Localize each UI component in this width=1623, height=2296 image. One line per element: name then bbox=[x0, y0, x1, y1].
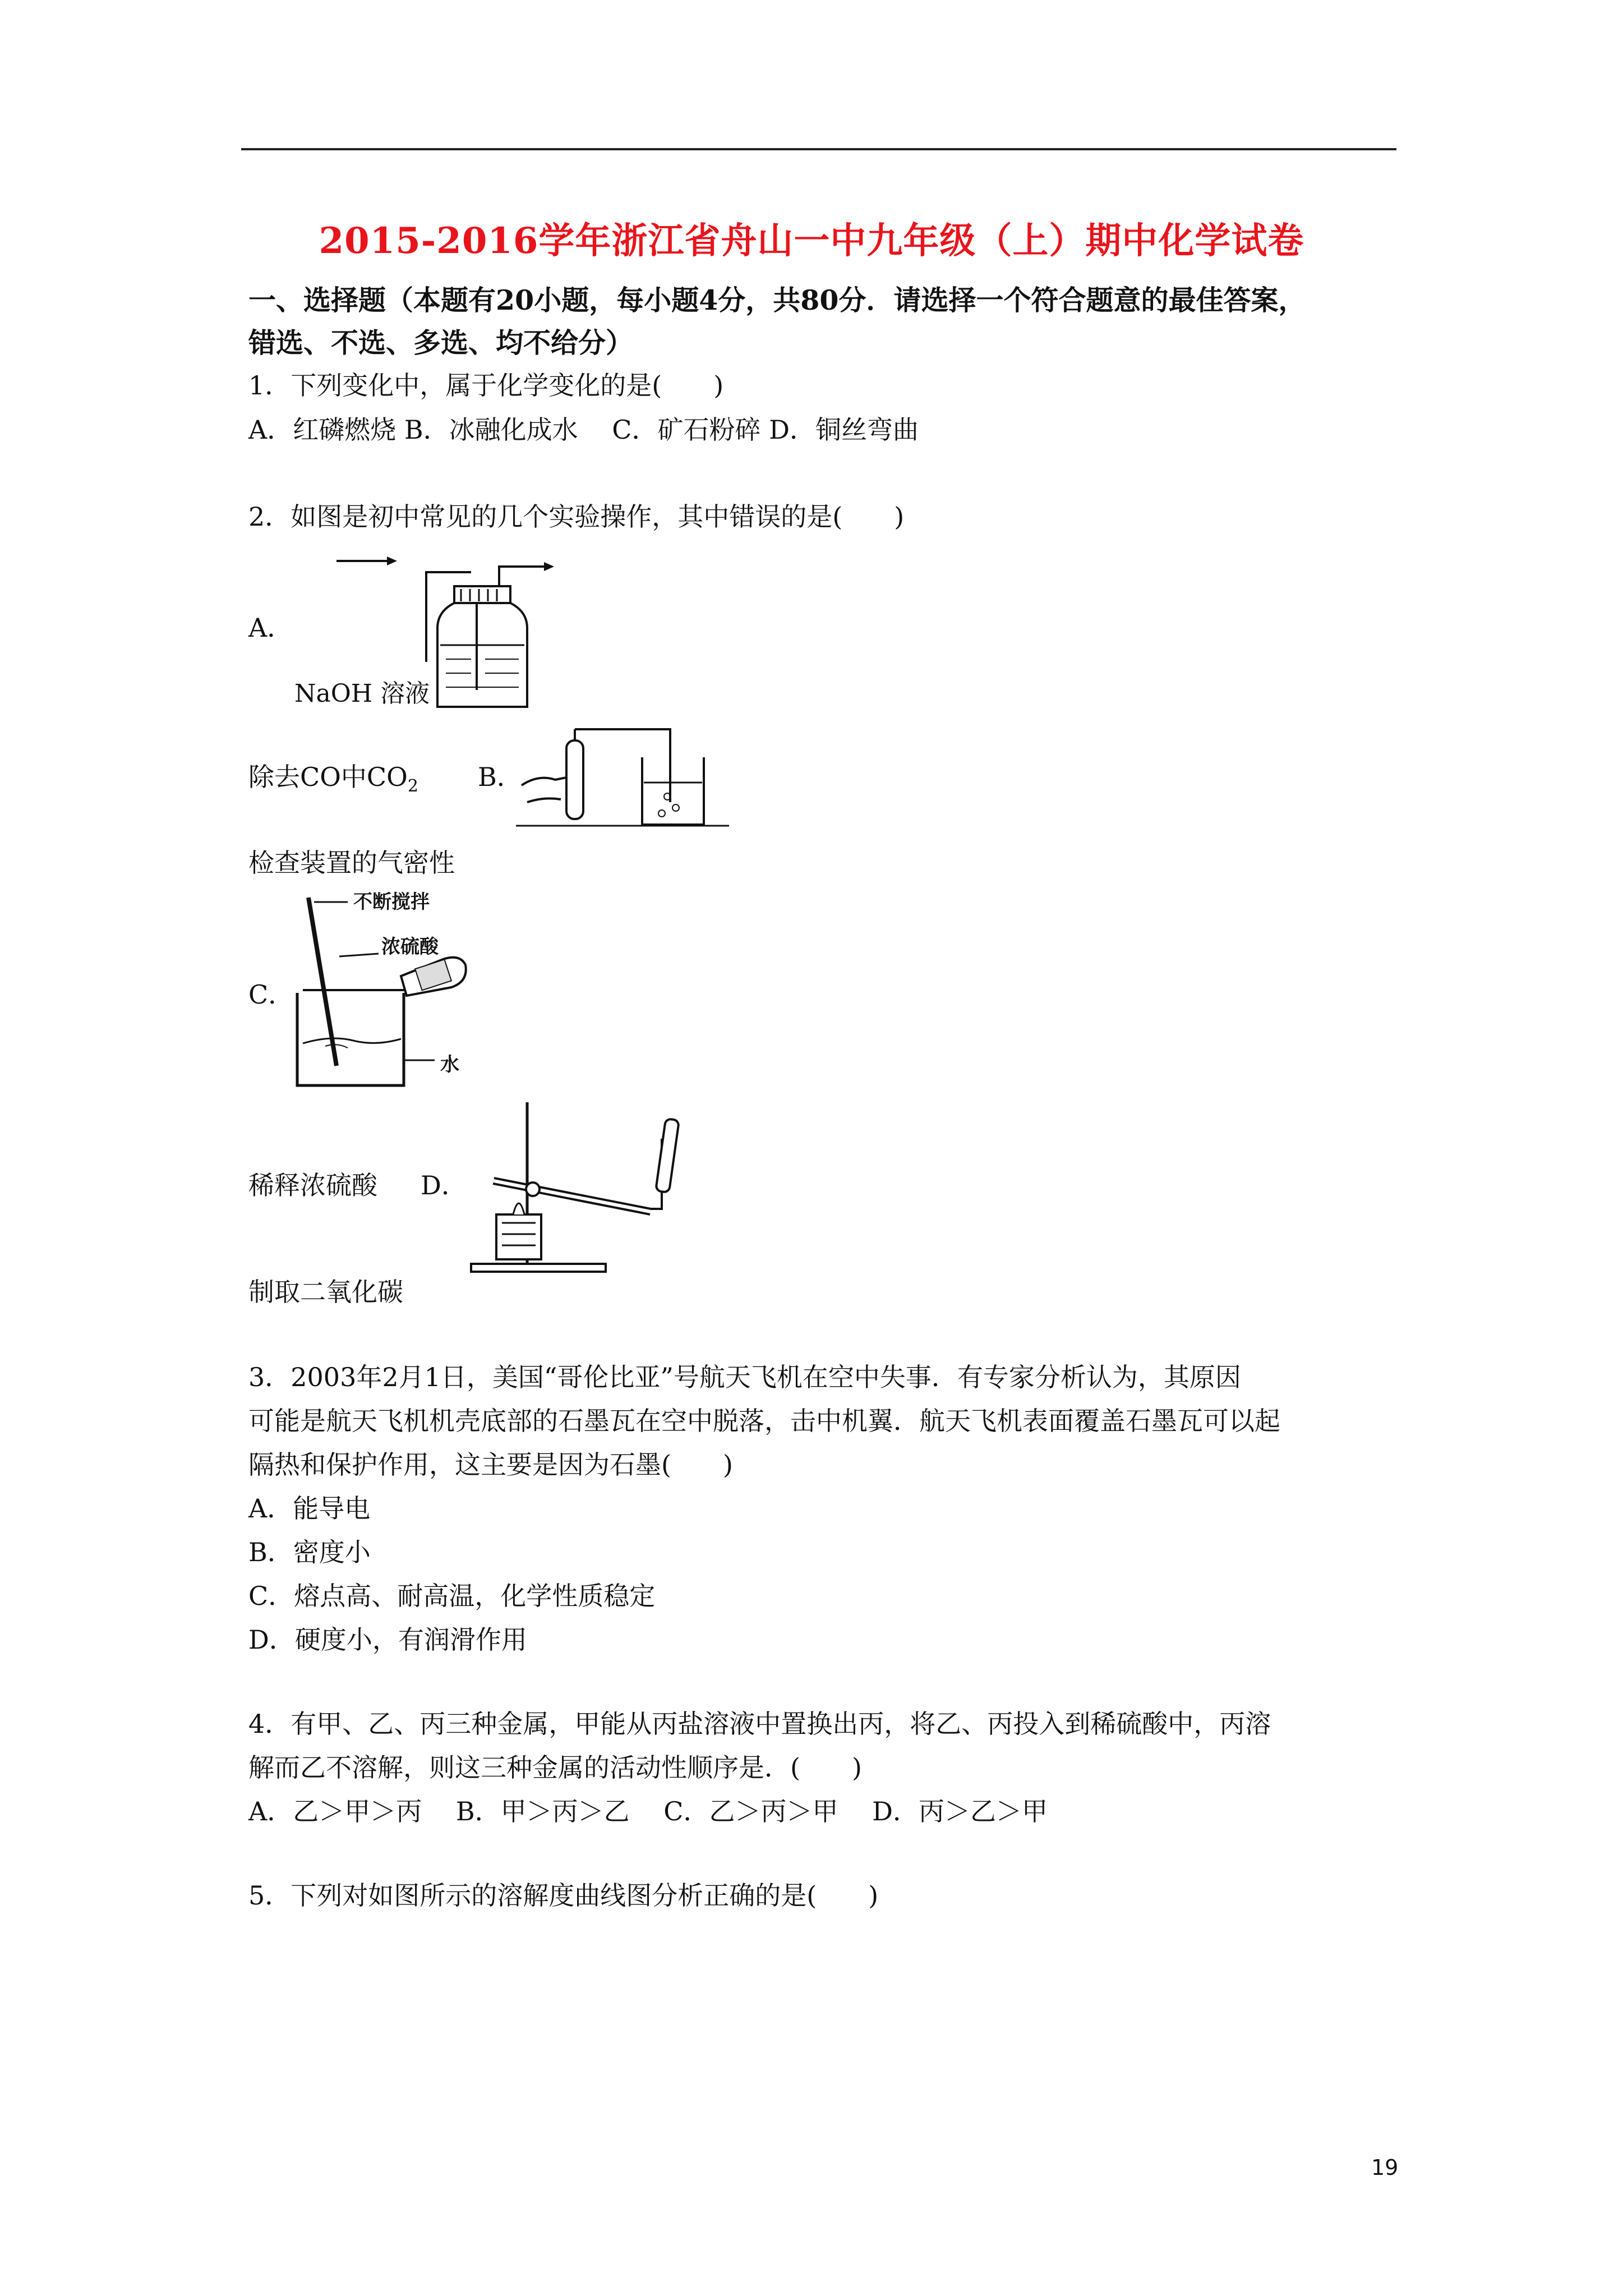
page-title: 2015-2016学年浙江省舟山一中九年级（上）期中化学试卷 bbox=[319, 220, 1304, 262]
water-label: 水 bbox=[440, 1053, 459, 1076]
q4-line1: 4．有甲、乙、丙三种金属，甲能从丙盐溶液中置换出丙，将乙、丙投入到稀硫酸中，丙溶 bbox=[248, 1709, 1271, 1739]
naoh-solution-label: NaOH 溶液 bbox=[294, 679, 430, 708]
q2-option-d-caption: 制取二氧化碳 bbox=[248, 1277, 403, 1307]
q4-line2: 解而乙不溶解，则这三种金属的活动性顺序是．( ) bbox=[248, 1752, 862, 1783]
q2-option-d-letter: D． bbox=[421, 1170, 467, 1200]
q3-option-d: D．硬度小，有润滑作用 bbox=[248, 1625, 527, 1655]
page-number: 19 bbox=[1371, 2155, 1399, 2180]
q4-options: A．乙＞甲＞丙 B．甲＞丙＞乙 C．乙＞丙＞甲 D．丙＞乙＞甲 bbox=[248, 1796, 1048, 1826]
q2-stem: 2．如图是初中常见的几个实验操作，其中错误的是( ) bbox=[248, 501, 905, 532]
conc-sulfuric-acid-label: 浓硫酸 bbox=[381, 936, 439, 958]
q5-stem: 5．下列对如图所示的溶解度曲线图分析正确的是( ) bbox=[248, 1880, 879, 1911]
q3-line1: 3．2003年2月1日，美国“哥伦比亚”号航天飞机在空中失事．有专家分析认为，其原因 bbox=[248, 1362, 1241, 1392]
q2-option-b-letter: B． bbox=[478, 762, 523, 792]
q2-option-a-letter: A． bbox=[248, 613, 293, 643]
q2-option-b-caption: 检查装置的气密性 bbox=[248, 848, 455, 878]
produce-co2-apparatus-figure bbox=[465, 1097, 690, 1276]
section-heading-line2: 错选、不选、多选、均不给分） bbox=[248, 326, 634, 359]
q3-line3: 隔热和保护作用，这主要是因为石墨( ) bbox=[248, 1450, 733, 1480]
q3-option-a: A．能导电 bbox=[248, 1493, 371, 1524]
q2-option-c-caption: 稀释浓硫酸 bbox=[248, 1170, 377, 1200]
header-rule bbox=[241, 148, 1396, 150]
airtightness-check-figure bbox=[516, 718, 729, 830]
q3-option-c: C．熔点高、耐高温，化学性质稳定 bbox=[248, 1581, 656, 1611]
stir-label: 不断搅拌 bbox=[353, 891, 430, 913]
q2-option-c-letter: C． bbox=[248, 979, 294, 1010]
q2-option-a-caption: 除去CO中$CO_2$ bbox=[248, 762, 418, 797]
q1-stem: 1．下列变化中，属于化学变化的是( ) bbox=[248, 370, 724, 401]
q1-options: A．红磷燃烧 B．冰融化成水 C．矿石粉碎 D．铜丝弯曲 bbox=[248, 415, 919, 445]
q3-line2: 可能是航天飞机机壳底部的石墨瓦在空中脱落，击中机翼．航天飞机表面覆盖石墨瓦可以起 bbox=[248, 1406, 1280, 1436]
q3-option-b: B．密度小 bbox=[248, 1537, 371, 1567]
section-heading-line1: 一、选择题（本题有20小题，每小题4分，共80分．请选择一个符合题意的最佳答案， bbox=[248, 284, 1306, 316]
